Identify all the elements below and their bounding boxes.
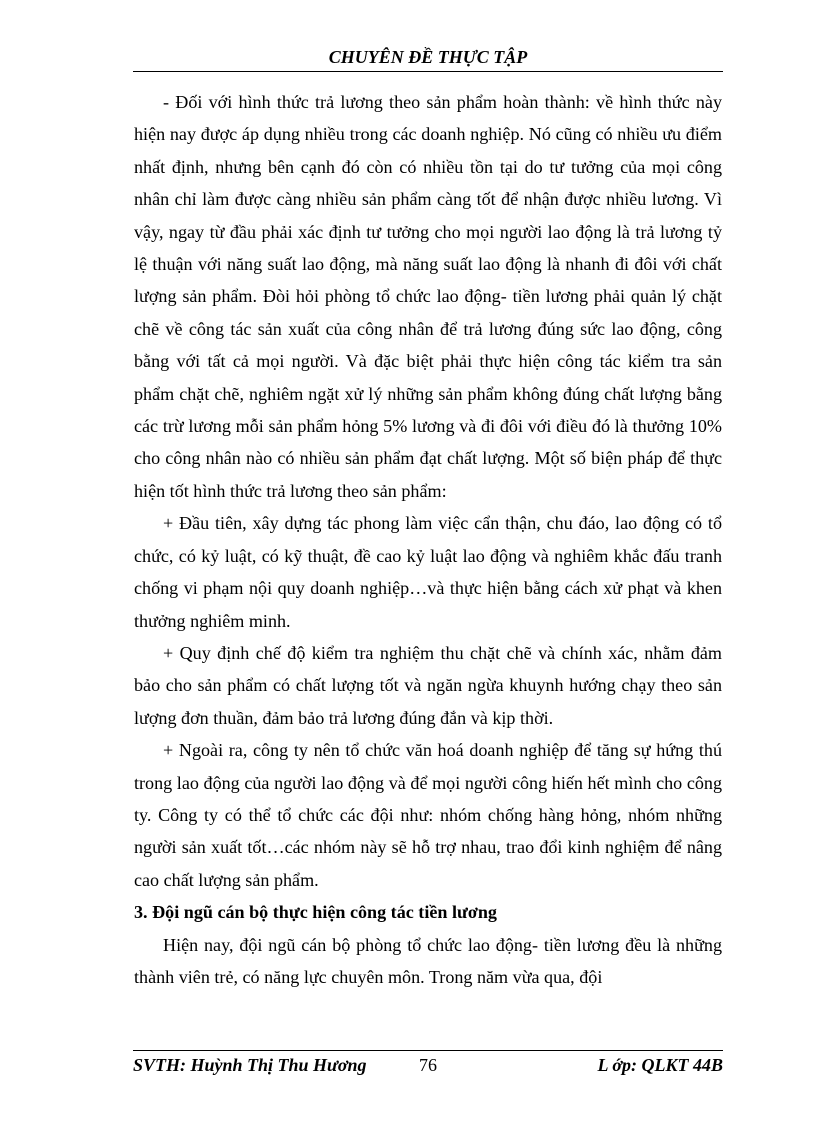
- footer-page-number: 76: [419, 1055, 437, 1075]
- page-footer: [133, 1054, 723, 1078]
- header-divider: [133, 71, 723, 72]
- document-body: [134, 86, 722, 993]
- page-header-title: CHUYÊN ĐỀ THỰC TẬP: [328, 47, 528, 67]
- footer-author: SVTH: Huỳnh Thị Thu Hương: [133, 1055, 367, 1075]
- paragraph-staff: Hiện nay, đội ngũ cán bộ phòng tổ chức lao động- tiền lương đều là những thành viên trẻ, có năng lực chuyên môn. Trong năm vừa qua, đội: [134, 934, 722, 987]
- paragraph-corporate-culture: + Ngoài ra, công ty nên tổ chức văn hoá doanh nghiệp để tăng sự hứng thú trong lao động của người lao động và để mọi người công hiến hết mình cho công ty. Công ty có thể tổ chức các đội như: nhóm chống hàng hỏng, nhóm những người sản xuất tốt…các nhóm này sẽ hỗ trợ nhau, trao đổi kinh nghiệm để nâng cao chất lượng sản phẩm.: [134, 740, 722, 890]
- paragraph-product-wage: - Đối với hình thức trả lương theo sản phẩm hoàn thành: về hình thức này hiện nay được áp dụng nhiều trong các doanh nghiệp. Nó cũng có nhiều ưu điểm nhất định, nhưng bên cạnh đó còn có nhiều tồn tại do tư tưởng của mọi công nhân chỉ làm được càng nhiều sản phẩm càng tốt để nhận được nhiều lương. Vì vậy, ngay từ đầu phải xác định tư tưởng cho mọi người lao động là trả lương tỷ lệ thuận với năng suất lao động, mà năng suất lao động là nhanh đi đôi với chất lượng sản phẩm. Đòi hỏi phòng tổ chức lao động- tiền lương phải quản lý chặt chẽ về công tác sản xuất của công nhân để trả lương đúng sức lao động, công bằng với tất cả mọi người. Và đặc biệt phải thực hiện công tác kiểm tra sản phẩm chặt chẽ, nghiêm ngặt xử lý những sản phẩm không đúng chất lượng bằng các trừ lương mỗi sản phẩm hỏng 5% lương và đi đôi với điều đó là thưởng 10% cho công nhân nào có nhiều sản phẩm đạt chất lượng. Một số biện pháp để thực hiện tốt hình thức trả lương theo sản phẩm:: [134, 92, 722, 501]
- paragraph-inspection: + Quy định chế độ kiểm tra nghiệm thu chặt chẽ và chính xác, nhằm đảm bảo cho sản phẩm có chất lượng tốt và ngăn ngừa khuynh hướng chạy theo sản lượng đơn thuần, đảm bảo trả lương đúng đắn và kịp thời.: [134, 642, 722, 728]
- paragraph-work-discipline: + Đầu tiên, xây dựng tác phong làm việc cẩn thận, chu đáo, lao động có tổ chức, có kỷ luật, có kỹ thuật, đề cao kỷ luật lao động và nghiêm khắc đấu tranh chống vi phạm nội quy doanh nghiệp…và thực hiện bằng cách xử phạt và khen thưởng nghiêm minh.: [134, 513, 722, 631]
- footer-class: L ớp: QLKT 44B: [597, 1055, 723, 1075]
- footer-divider: [133, 1050, 723, 1051]
- section-heading: 3. Đội ngũ cán bộ thực hiện công tác tiền lương: [134, 902, 497, 923]
